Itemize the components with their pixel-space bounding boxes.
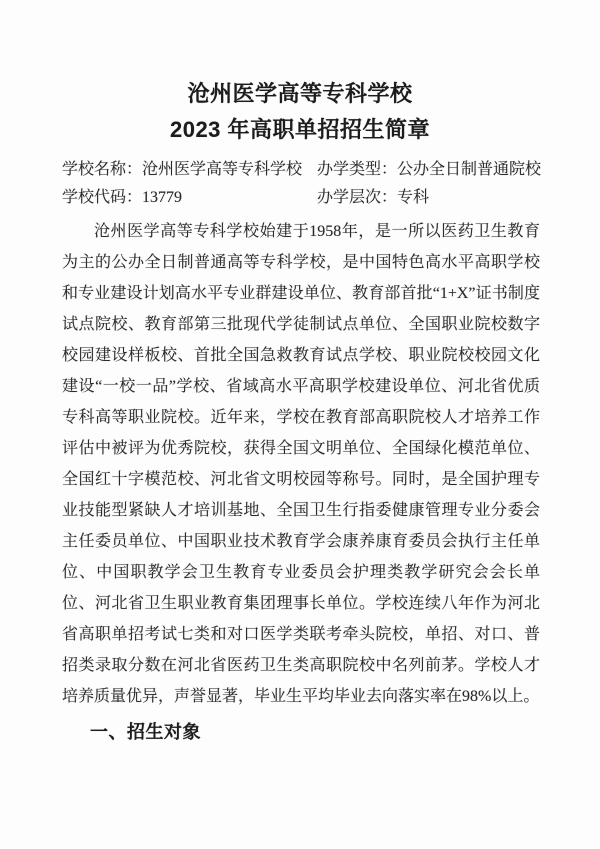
- intro-paragraph: 沧州医学高等专科学校始建于1958年，是一所以医药卫生教育为主的公办全日制普通高等专科学校，是中国特色高水平高职学校和专业建设计划高水平专业群建设单位、教育部首批“1+X”证书制度试点院校、教育部第三批现代学徒制试点单位、全国职业院校数字校园建设样板校、首批全国急救教育试点学校、职业院校校园文化建设“一校一品”学校、省域高水平高职学校建设单位、河北省优质专科高等职业院校。近年来，学校在教育部高职院校人才培养工作评估中被评为优秀院校，获得全国文明单位、全国绿化模范单位、全国红十字模范校、河北省文明校园等称号。同时，是全国护理专业技能型紧缺人才培训基地、全国卫生行指委健康管理专业分委会主任委员单位、中国职业技术教育学会康养康育委员会执行主任单位、中国职教学会卫生教育专业委员会护理类教学研究会会长单位、河北省卫生职业教育集团理事长单位。学校连续八年作为河北省高职单招考试七类和对口医学类联考牵头院校，单招、对口、普招类录取分数在河北省医药卫生类高职院校中名列前茅。学校人才培养质量优异，声誉显著，毕业生平均毕业去向落实率在98%以上。: [62, 223, 540, 705]
- school-code-field: [62, 188, 317, 208]
- school-name-title: 沧州医学高等专科学校: [187, 81, 413, 106]
- education-level-field: [317, 188, 540, 208]
- school-type-value: 公办全日制普通院校: [397, 161, 542, 178]
- school-code-label: 学校代码：: [62, 189, 143, 206]
- info-row-1: [62, 160, 540, 180]
- school-code-value: 13779: [142, 189, 183, 206]
- info-row-2: [62, 188, 540, 208]
- section-heading-admission-target: 一、招生对象: [90, 722, 201, 742]
- school-name-field: [62, 160, 317, 180]
- education-level-value: 专科: [397, 189, 430, 206]
- brochure-title: 2023 年高职单招招生简章: [169, 117, 431, 142]
- education-level-label: 办学层次：: [317, 189, 398, 206]
- school-type-field: [317, 160, 541, 180]
- school-type-label: 办学类型：: [317, 161, 398, 178]
- school-info-block: [62, 160, 540, 208]
- school-name-label: 学校名称：: [62, 161, 143, 178]
- school-name-value: 沧州医学高等专科学校: [142, 161, 303, 178]
